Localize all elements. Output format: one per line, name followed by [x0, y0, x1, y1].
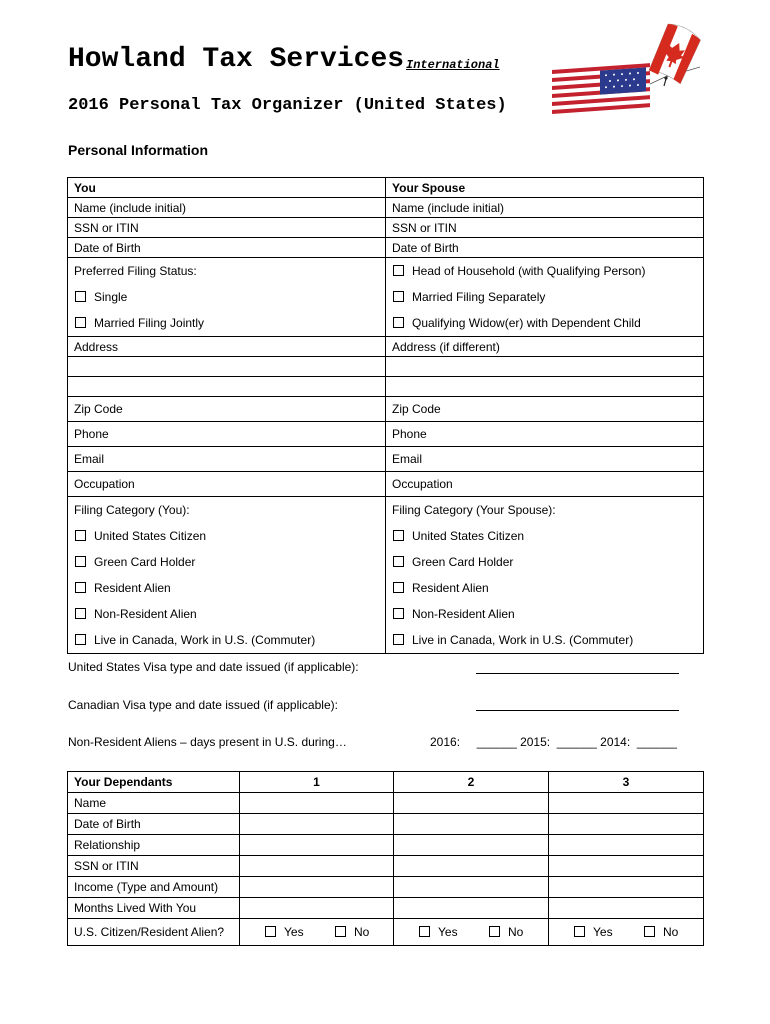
you-cat-citizen-option[interactable]: United States Citizen: [68, 523, 386, 549]
dep-3-ssn[interactable]: [549, 856, 704, 877]
you-zip-field[interactable]: Zip Code: [68, 397, 386, 422]
you-phone-field[interactable]: Phone: [68, 422, 386, 447]
dep-1-relationship[interactable]: [240, 835, 394, 856]
year-2016-label: 2016:: [430, 735, 461, 749]
spouse-name-field[interactable]: Name (include initial): [386, 198, 704, 218]
you-occupation-field[interactable]: Occupation: [68, 472, 386, 497]
spouse-cat-commuter-option[interactable]: Live in Canada, Work in U.S. (Commuter): [386, 627, 704, 654]
spouse-cat-green-option[interactable]: Green Card Holder: [386, 549, 704, 575]
dep-3-citizen-options[interactable]: Yes No: [549, 919, 704, 946]
checkbox[interactable]: [393, 530, 404, 541]
dep-row-label: Relationship: [68, 835, 240, 856]
dep-2-ssn[interactable]: [394, 856, 549, 877]
dep-2-relationship[interactable]: [394, 835, 549, 856]
checkbox[interactable]: [75, 582, 86, 593]
dependant-col-1: 1: [240, 772, 394, 793]
dependants-header: Your Dependants: [68, 772, 240, 793]
dep-row-label: Income (Type and Amount): [68, 877, 240, 898]
col-header-you: You: [68, 178, 386, 198]
checkbox[interactable]: [393, 634, 404, 645]
dep-3-relationship[interactable]: [549, 835, 704, 856]
form-subtitle: 2016 Personal Tax Organizer (United States): [68, 96, 507, 115]
checkbox[interactable]: [75, 608, 86, 619]
checkbox[interactable]: [393, 556, 404, 567]
days-present-fields[interactable]: [430, 735, 677, 749]
checkbox[interactable]: [75, 291, 86, 302]
dep-1-dob[interactable]: [240, 814, 394, 835]
nonresident-days-label: Non-Resident Aliens – days present in U.S. during…: [68, 735, 347, 749]
dependant-col-3: 3: [549, 772, 704, 793]
dep-3-months[interactable]: [549, 898, 704, 919]
spouse-address-line-3[interactable]: [386, 377, 704, 397]
dep-row-label: Months Lived With You: [68, 898, 240, 919]
checkbox[interactable]: [393, 317, 404, 328]
canadian-visa-field[interactable]: [476, 710, 679, 711]
dep-2-income[interactable]: [394, 877, 549, 898]
filing-category-spouse-label: Filing Category (Your Spouse):: [386, 497, 704, 524]
spouse-zip-field[interactable]: Zip Code: [386, 397, 704, 422]
status-mfj-option[interactable]: Married Filing Jointly: [68, 310, 386, 337]
you-cat-commuter-option[interactable]: Live in Canada, Work in U.S. (Commuter): [68, 627, 386, 654]
status-qw-option[interactable]: Qualifying Widow(er) with Dependent Child: [386, 310, 704, 337]
spouse-cat-resident-option[interactable]: Resident Alien: [386, 575, 704, 601]
checkbox[interactable]: [393, 265, 404, 276]
year-2015-label: ______ 2015:: [476, 735, 551, 749]
checkbox[interactable]: [644, 926, 655, 937]
dep-3-income[interactable]: [549, 877, 704, 898]
spouse-address-field[interactable]: Address (if different): [386, 337, 704, 357]
you-name-field[interactable]: Name (include initial): [68, 198, 386, 218]
dep-1-months[interactable]: [240, 898, 394, 919]
spouse-email-field[interactable]: Email: [386, 447, 704, 472]
company-title-suffix: International: [406, 58, 500, 72]
dep-2-months[interactable]: [394, 898, 549, 919]
company-title: Howland Tax Services: [68, 44, 405, 75]
dep-3-name[interactable]: [549, 793, 704, 814]
col-header-spouse: Your Spouse: [386, 178, 704, 198]
checkbox[interactable]: [393, 291, 404, 302]
dep-1-name[interactable]: [240, 793, 394, 814]
dep-2-name[interactable]: [394, 793, 549, 814]
spouse-cat-citizen-option[interactable]: United States Citizen: [386, 523, 704, 549]
flags-logo: [550, 22, 705, 117]
dep-row-label: Date of Birth: [68, 814, 240, 835]
filing-category-you-label: Filing Category (You):: [68, 497, 386, 524]
section-heading: Personal Information: [68, 142, 209, 158]
filing-status-label: Preferred Filing Status:: [68, 258, 386, 285]
spouse-address-line-2[interactable]: [386, 357, 704, 377]
checkbox[interactable]: [75, 556, 86, 567]
us-visa-label: United States Visa type and date issued (if applicable):: [68, 660, 359, 674]
dep-row-label: Name: [68, 793, 240, 814]
canadian-visa-label: Canadian Visa type and date issued (if applicable):: [68, 698, 338, 712]
checkbox[interactable]: [75, 530, 86, 541]
status-mfs-option[interactable]: Married Filing Separately: [386, 284, 704, 310]
dep-1-ssn[interactable]: [240, 856, 394, 877]
dep-row-label: SSN or ITIN: [68, 856, 240, 877]
year-2014-blank: ______: [636, 735, 677, 749]
status-hoh-option[interactable]: Head of Household (with Qualifying Person): [386, 258, 704, 285]
dep-2-dob[interactable]: [394, 814, 549, 835]
checkbox[interactable]: [75, 317, 86, 328]
dep-2-citizen-options[interactable]: Yes No: [394, 919, 549, 946]
checkbox[interactable]: [393, 582, 404, 593]
dep-3-dob[interactable]: [549, 814, 704, 835]
us-visa-field[interactable]: [476, 673, 679, 674]
dep-1-citizen-options[interactable]: Yes No: [240, 919, 394, 946]
checkbox[interactable]: [489, 926, 500, 937]
spouse-occupation-field[interactable]: Occupation: [386, 472, 704, 497]
you-address-line-2[interactable]: [68, 357, 386, 377]
checkbox[interactable]: [419, 926, 430, 937]
you-address-field[interactable]: Address: [68, 337, 386, 357]
checkbox[interactable]: [75, 634, 86, 645]
checkbox[interactable]: [393, 608, 404, 619]
personal-info-table: [67, 177, 704, 654]
checkbox[interactable]: [335, 926, 346, 937]
spouse-dob-field[interactable]: Date of Birth: [386, 238, 704, 258]
checkbox[interactable]: [574, 926, 585, 937]
dep-row-label: U.S. Citizen/Resident Alien?: [68, 919, 240, 946]
checkbox[interactable]: [265, 926, 276, 937]
you-address-line-3[interactable]: [68, 377, 386, 397]
you-cat-green-option[interactable]: Green Card Holder: [68, 549, 386, 575]
spouse-cat-nonresident-option[interactable]: Non-Resident Alien: [386, 601, 704, 627]
you-cat-resident-option[interactable]: Resident Alien: [68, 575, 386, 601]
you-dob-field[interactable]: Date of Birth: [68, 238, 386, 258]
year-2014-label: ______ 2014:: [556, 735, 631, 749]
spouse-ssn-field[interactable]: SSN or ITIN: [386, 218, 704, 238]
you-ssn-field[interactable]: SSN or ITIN: [68, 218, 386, 238]
you-email-field[interactable]: Email: [68, 447, 386, 472]
you-cat-nonresident-option[interactable]: Non-Resident Alien: [68, 601, 386, 627]
spouse-phone-field[interactable]: Phone: [386, 422, 704, 447]
dependants-table: [67, 771, 704, 946]
dependant-col-2: 2: [394, 772, 549, 793]
status-single-option[interactable]: Single: [68, 284, 386, 310]
dep-1-income[interactable]: [240, 877, 394, 898]
